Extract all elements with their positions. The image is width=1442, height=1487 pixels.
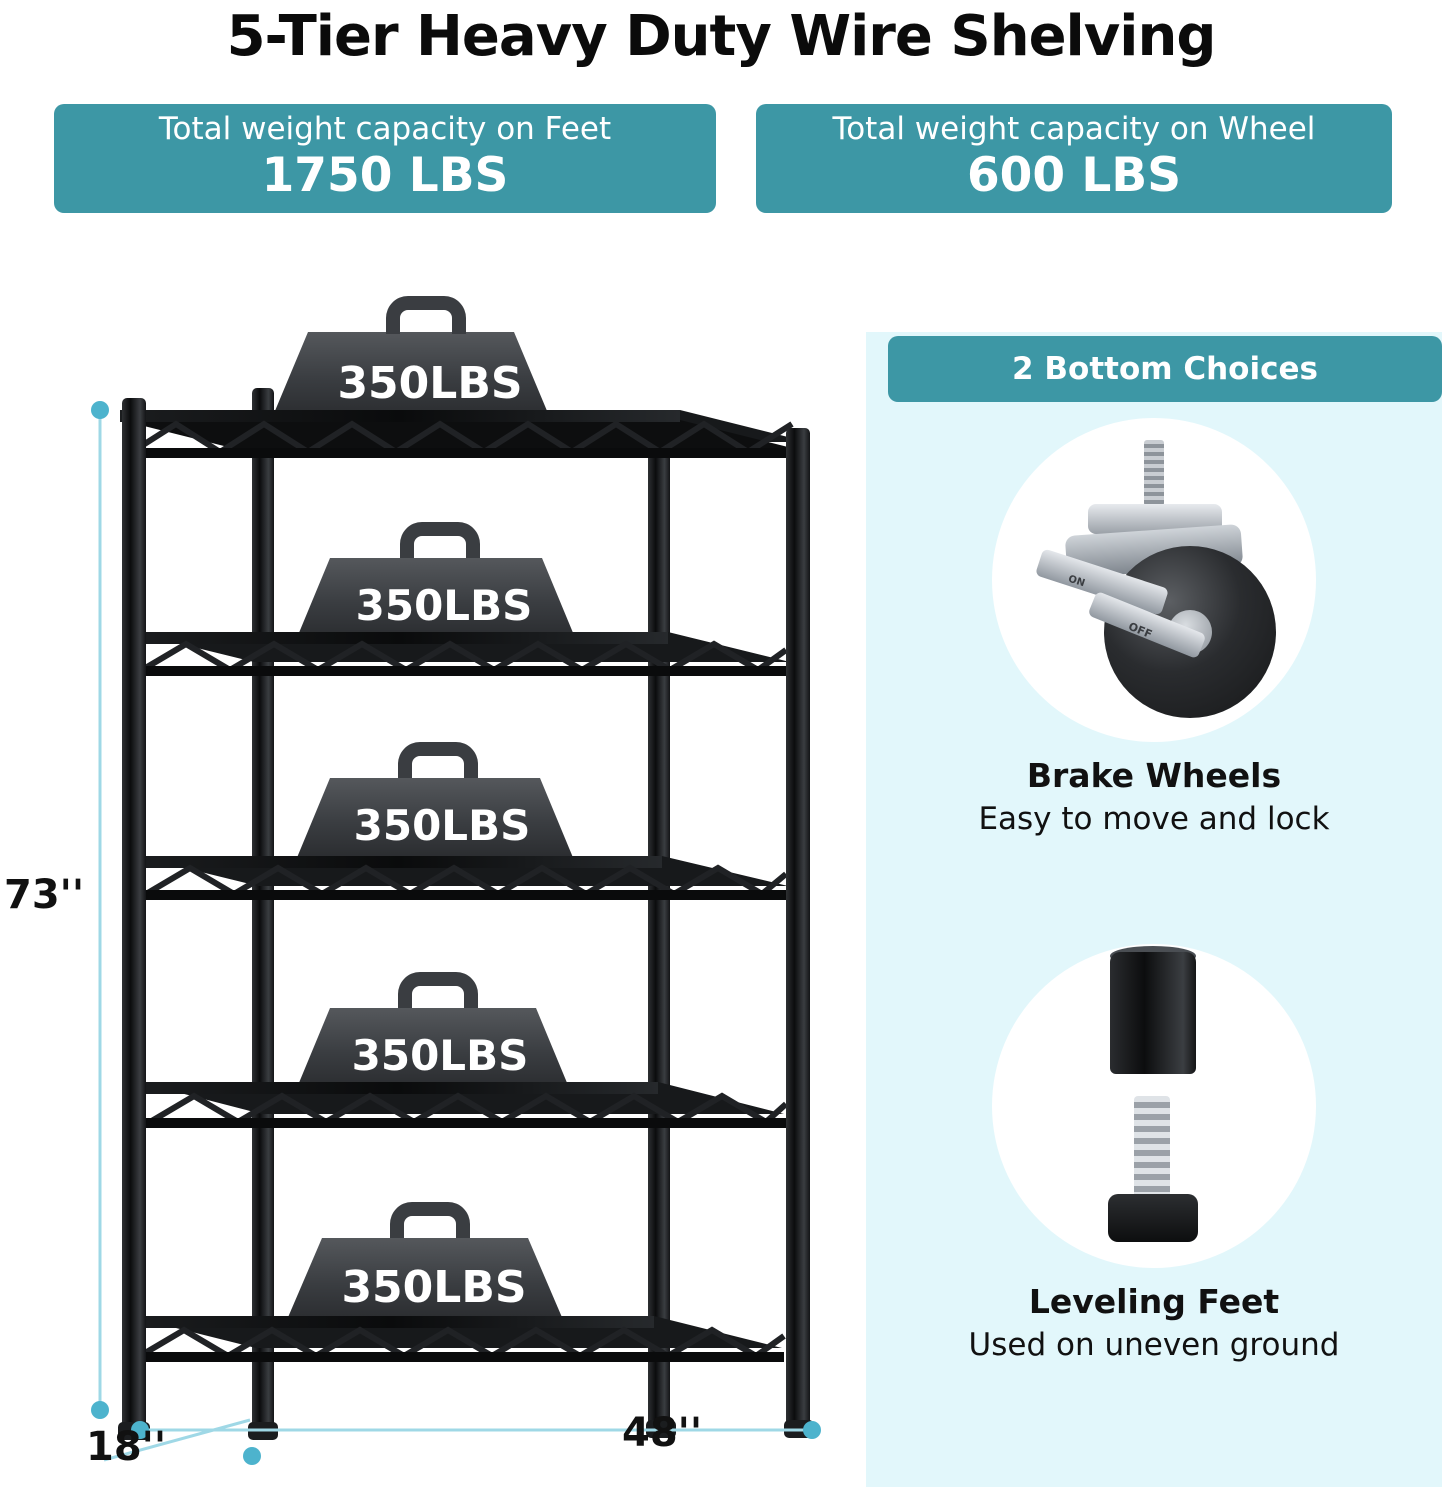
brake-wheel-icon (992, 418, 1316, 742)
feature-title-leveling-feet: Leveling Feet (1028, 1282, 1280, 1321)
feature-title-brake-wheels: Brake Wheels (1026, 756, 1282, 795)
foot-screw (1134, 1096, 1170, 1204)
leveling-foot-icon (992, 944, 1316, 1268)
page-title: 5-Tier Heavy Duty Wire Shelving (226, 4, 1216, 69)
feature-subtitle-brake-wheels: Easy to move and lock (978, 801, 1330, 837)
caster-lock-on-label: ON (1066, 573, 1087, 590)
capacity-wheel-label: Total weight capacity on Wheel (832, 111, 1316, 147)
svg-text:350LBS: 350LBS (341, 1262, 527, 1313)
capacity-feet-value: 1750 LBS (261, 147, 509, 203)
caster-lock-off-label: OFF (1126, 619, 1154, 642)
capacity-banner-feet (54, 104, 716, 213)
shelf-tier-4 (138, 972, 790, 1128)
shelf-post (1110, 952, 1196, 1074)
caster-stem (1144, 440, 1164, 506)
panel-header: 2 Bottom Choices (888, 336, 1442, 402)
feature-subtitle-leveling-feet: Used on uneven ground (968, 1327, 1340, 1363)
foot-pad (1108, 1194, 1198, 1242)
feature-brake-wheels (866, 418, 1442, 837)
svg-text:350LBS: 350LBS (351, 1031, 529, 1080)
svg-text:350LBS: 350LBS (355, 581, 533, 630)
dimension-width-label: 48'' (622, 1410, 703, 1456)
shelf-tier-2 (132, 522, 790, 676)
dimension-depth-label: 18'' (86, 1424, 167, 1470)
capacity-feet-label: Total weight capacity on Feet (158, 111, 612, 147)
shelf-tier-3 (136, 742, 790, 900)
shelf-tier-5 (128, 1202, 784, 1362)
capacity-banner-wheel (756, 104, 1392, 213)
capacity-wheel-value: 600 LBS (966, 147, 1182, 203)
dimension-height-label: 73'' (4, 872, 85, 918)
shelving-unit-illustration (0, 270, 866, 1487)
feature-leveling-feet (866, 944, 1442, 1363)
svg-text:350LBS: 350LBS (337, 358, 523, 409)
shelf-tier-1 (120, 296, 808, 458)
svg-text:350LBS: 350LBS (353, 801, 531, 850)
